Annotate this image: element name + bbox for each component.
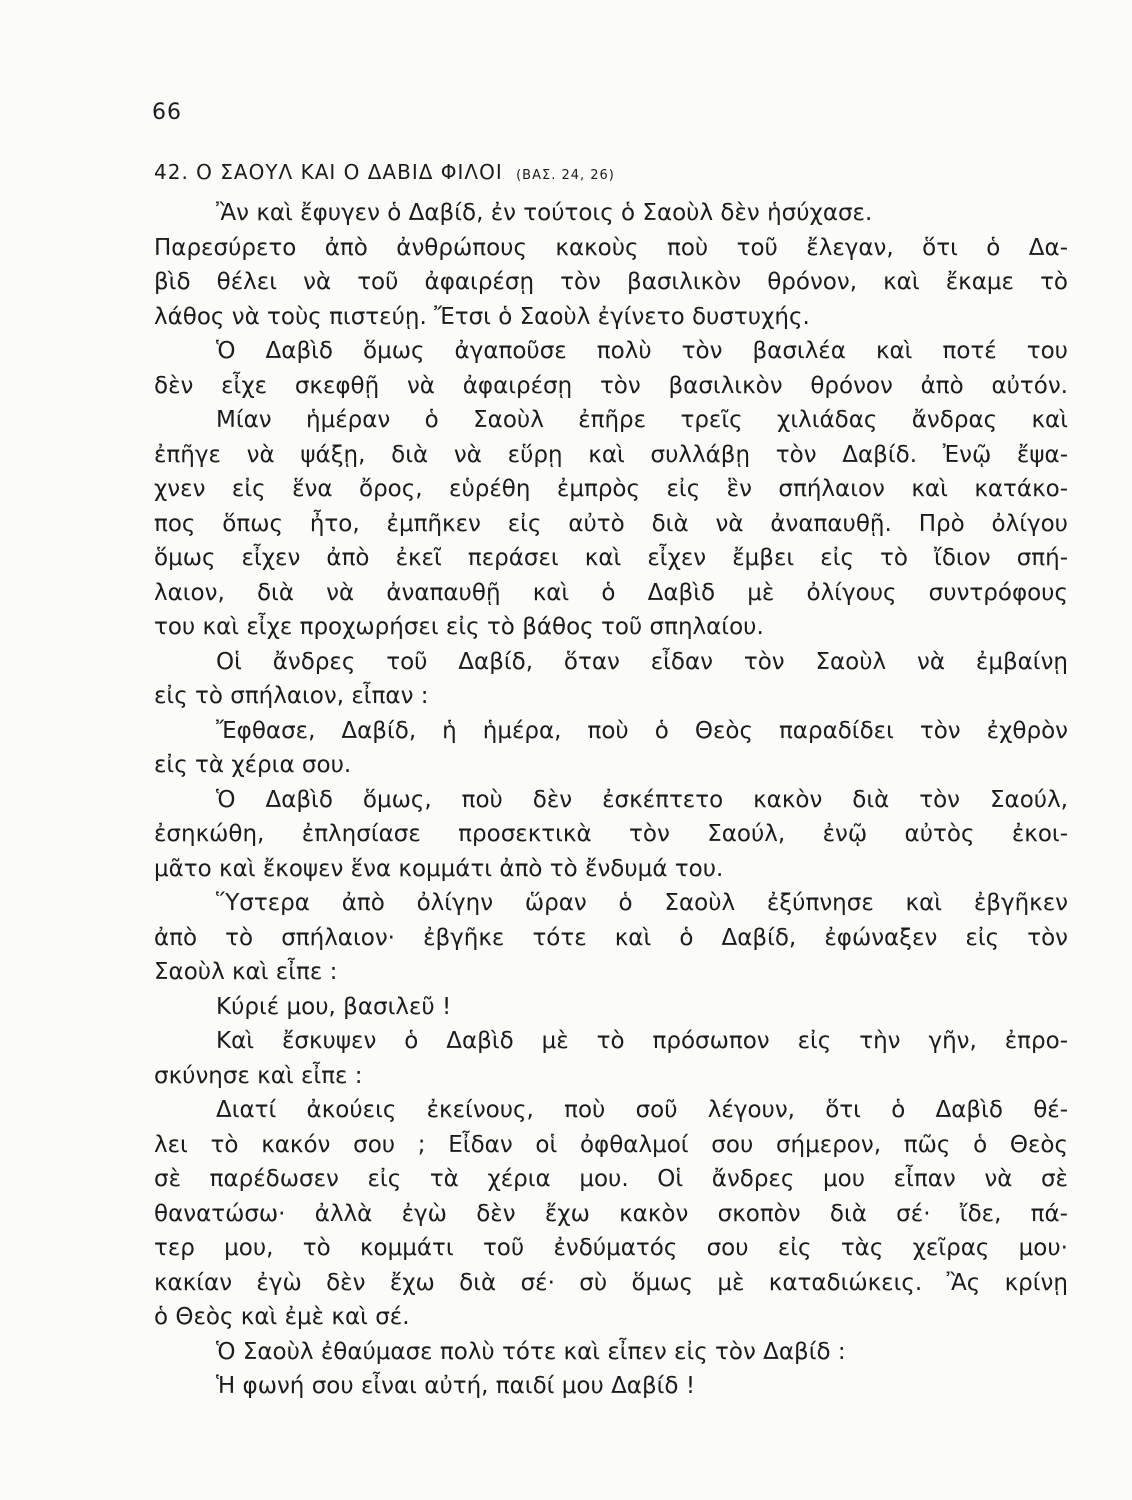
chapter-heading	[154, 160, 615, 184]
text-line: εἰς τὸ σπήλαιον, εἶπαν :	[154, 683, 429, 709]
text-line: Ἂν καὶ ἔφυγεν ὁ Δαβίδ, ἐν τούτοις ὁ Σαοὺλ δὲν ἡσύχασε.	[216, 200, 873, 226]
text-line: μᾶτο καὶ ἔκοψεν ἕνα κομμάτι ἀπὸ τὸ ἔνδυμά του.	[154, 855, 724, 882]
text-line: ἐσηκώθη, ἐπλησίασε προσεκτικὰ τὸν Σαούλ, ἐνῷ αὐτὸς ἐκοι-	[154, 821, 1068, 847]
text-line: σκύνησε καὶ εἶπε :	[154, 1062, 363, 1089]
text-line: Σαοὺλ καὶ εἶπε :	[154, 959, 338, 985]
text-line: Μίαν ἡμέραν ὁ Σαοὺλ ἐπῆρε τρεῖς χιλιάδας ἄνδρας καὶ	[216, 407, 1068, 433]
chapter-number: 42.	[154, 160, 189, 184]
text-line: δὲν εἶχε σκεφθῇ νὰ ἀφαιρέσῃ τὸν βασιλικὸν θρόνον ἀπὸ αὐτόν.	[154, 372, 1068, 399]
text-line: Ἔφθασε, Δαβίδ, ἡ ἡμέρα, ποὺ ὁ Θεὸς παραδίδει τὸν ἐχθρὸν	[216, 717, 1068, 744]
text-line: ἀπὸ τὸ σπήλαιον· ἐβγῆκε τότε καὶ ὁ Δαβίδ, ἐφώναξεν εἰς τὸν	[154, 924, 1068, 951]
text-line: Ἡ φωνή σου εἶναι αὐτή, παιδί μου Δαβίδ !	[216, 1373, 696, 1399]
text-line: εἰς τὰ χέρια σου.	[154, 752, 352, 778]
text-line: σὲ παρέδωσεν εἰς τὰ χέρια μου. Οἱ ἄνδρες μου εἶπαν νὰ σὲ	[154, 1166, 1068, 1192]
text-line: θανατώσω· ἀλλὰ ἐγὼ δὲν ἔχω κακὸν σκοπὸν διὰ σέ· ἴδε, πά-	[154, 1200, 1068, 1227]
text-line: Διατί ἀκούεις ἐκείνους, ποὺ σοῦ λέγουν, ὅτι ὁ Δαβὶδ θέ-	[216, 1097, 1068, 1123]
text-line: ὅμως εἶχεν ἀπὸ ἐκεῖ περάσει καὶ εἶχεν ἔμβει εἰς τὸ ἴδιον σπή-	[154, 545, 1068, 571]
text-line: πος ὅπως ἦτο, ἐμπῆκεν εἰς αὐτὸ διὰ νὰ ἀναπαυθῇ. Πρὸ ὀλίγου	[154, 510, 1068, 537]
text-line: λει τὸ κακόν σου ; Εἶδαν οἱ ὀφθαλμοί σου σήμερον, πῶς ὁ Θεὸς	[154, 1131, 1068, 1158]
page-number: 66	[152, 100, 182, 125]
chapter-title: Ο ΣΑΟΥΛ ΚΑΙ Ο ΔΑΒΙΔ ΦΙΛΟΙ	[196, 160, 503, 184]
text-line: Καὶ ἔσκυψεν ὁ Δαβὶδ μὲ τὸ πρόσωπον εἰς τὴν γῆν, ἐπρο-	[216, 1028, 1068, 1054]
text-line: Ὁ Σαοὺλ ἐθαύμασε πολὺ τότε καὶ εἶπεν εἰς τὸν Δαβίδ :	[216, 1338, 846, 1365]
text-line: Ὁ Δαβὶδ ὅμως ἀγαποῦσε πολὺ τὸν βασιλέα καὶ ποτέ του	[216, 338, 1068, 364]
text-line: λάθος νὰ τοὺς πιστεύῃ. Ἔτσι ὁ Σαοὺλ ἐγίνετο δυστυχής.	[154, 303, 810, 330]
text-line: Ὕστερα ἀπὸ ὀλίγην ὥραν ὁ Σαοὺλ ἐξύπνησε καὶ ἐβγῆκεν	[216, 890, 1068, 916]
text-line: ὁ Θεὸς καὶ ἐμὲ καὶ σέ.	[154, 1304, 410, 1330]
text-line: τερ μου, τὸ κομμάτι τοῦ ἐνδύματός σου εἰς τὰς χεῖρας μου·	[154, 1235, 1068, 1261]
text-line: Παρεσύρετο ἀπὸ ἀνθρώπους κακοὺς ποὺ τοῦ ἔλεγαν, ὅτι ὁ Δα-	[154, 234, 1068, 261]
chapter-reference: (ΒΑΣ. 24, 26)	[516, 168, 615, 183]
text-line: Κύριέ μου, βασιλεῦ !	[216, 993, 452, 1020]
text-line: λαιον, διὰ νὰ ἀναπαυθῇ καὶ ὁ Δαβὶδ μὲ ὀλίγους συντρόφους	[154, 579, 1068, 606]
body-text	[154, 196, 1068, 1404]
text-line: βὶδ θέλει νὰ τοῦ ἀφαιρέσῃ τὸν βασιλικὸν θρόνον, καὶ ἔκαμε τὸ	[154, 269, 1068, 295]
text-line: ἐπῆγε νὰ ψάξῃ, διὰ νὰ εὕρῃ καὶ συλλάβῃ τὸν Δαβίδ. Ἐνῷ ἔψα-	[154, 441, 1068, 468]
text-line: του καὶ εἶχε προχωρήσει εἰς τὸ βάθος τοῦ σπηλαίου.	[154, 614, 764, 640]
text-line: κακίαν ἐγὼ δὲν ἔχω διὰ σέ· σὺ ὅμως μὲ καταδιώκεις. Ἂς κρίνῃ	[154, 1269, 1068, 1296]
text-line: χνεν εἰς ἕνα ὄρος, εὑρέθη ἐμπρὸς εἰς ἓν σπήλαιον καὶ κατάκο-	[154, 476, 1068, 502]
text-line: Οἱ ἄνδρες τοῦ Δαβίδ, ὅταν εἶδαν τὸν Σαοὺλ νὰ ἐμβαίνῃ	[216, 648, 1068, 675]
text-line: Ὁ Δαβὶδ ὅμως, ποὺ δὲν ἐσκέπτετο κακὸν διὰ τὸν Σαούλ,	[216, 786, 1068, 813]
